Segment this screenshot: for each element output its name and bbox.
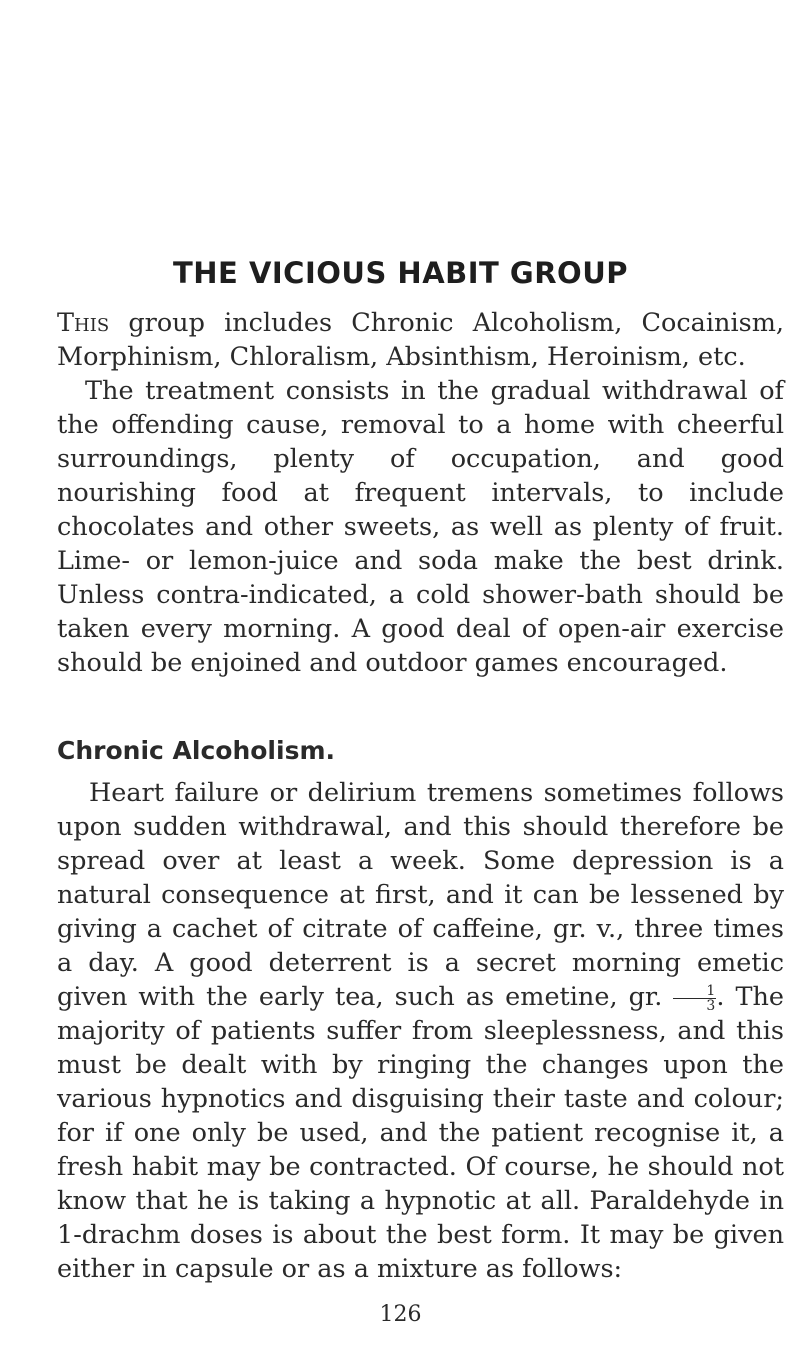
treatment-text-content: The treatment consists in the gradual withdrawal of the offending cause, removal to a home with cheerful surroundings, plenty of occupation, and good nourishing food at frequent intervals, to include chocolates and other sweets, as well as plenty of fruit. Lime- or lemon-juice and soda make the best drink. Unless contra-indicated, a cold shower-bath should be taken every morning. A good deal of open-air exercise should be enjoined and outdoor games encouraged. (57, 376, 784, 678)
intro-lead-word: This (57, 308, 110, 338)
treatment-text (57, 376, 784, 678)
page-number: 126 (379, 1302, 422, 1327)
intro-text: group includes Chronic Alcoholism, Cocainism, Morphinism, Chloralism, Absinthism, Heroinism, etc. (57, 308, 784, 372)
fraction-denominator: 3 (706, 997, 716, 1014)
fraction-numerator: 1 (673, 984, 716, 999)
section-paragraph (57, 776, 784, 1286)
section-heading: Chronic Alcoholism. (57, 736, 335, 765)
section-text-after-fraction: . The majority of patients suffer from sleeplessness, and this must be dealt with by ringing the changes upon the various hypnotics and disguising their taste and colour; for if one only be used, and the patient recognise it, a fresh habit may be contracted. Of course, he should not know that he is taking a hypnotic at all. Paraldehyde in 1-drachm doses is about the best form. It may be given either in capsule or as a mixture as follows: (57, 982, 784, 1284)
section-text-before-fraction: Heart failure or delirium tremens sometimes follows upon sudden withdrawal, and this should therefore be spread over at least a week. Some depression is a natural consequence at first, and it can be lessened by giving a cachet of citrate of caffeine, gr. v., three times a day. A good deterrent is a secret morning emetic given with the early tea, such as emetine, gr. (57, 778, 784, 1012)
intro-paragraph (57, 306, 784, 680)
dose-fraction (673, 984, 716, 1013)
chapter-heading: THE VICIOUS HABIT GROUP (172, 256, 629, 290)
